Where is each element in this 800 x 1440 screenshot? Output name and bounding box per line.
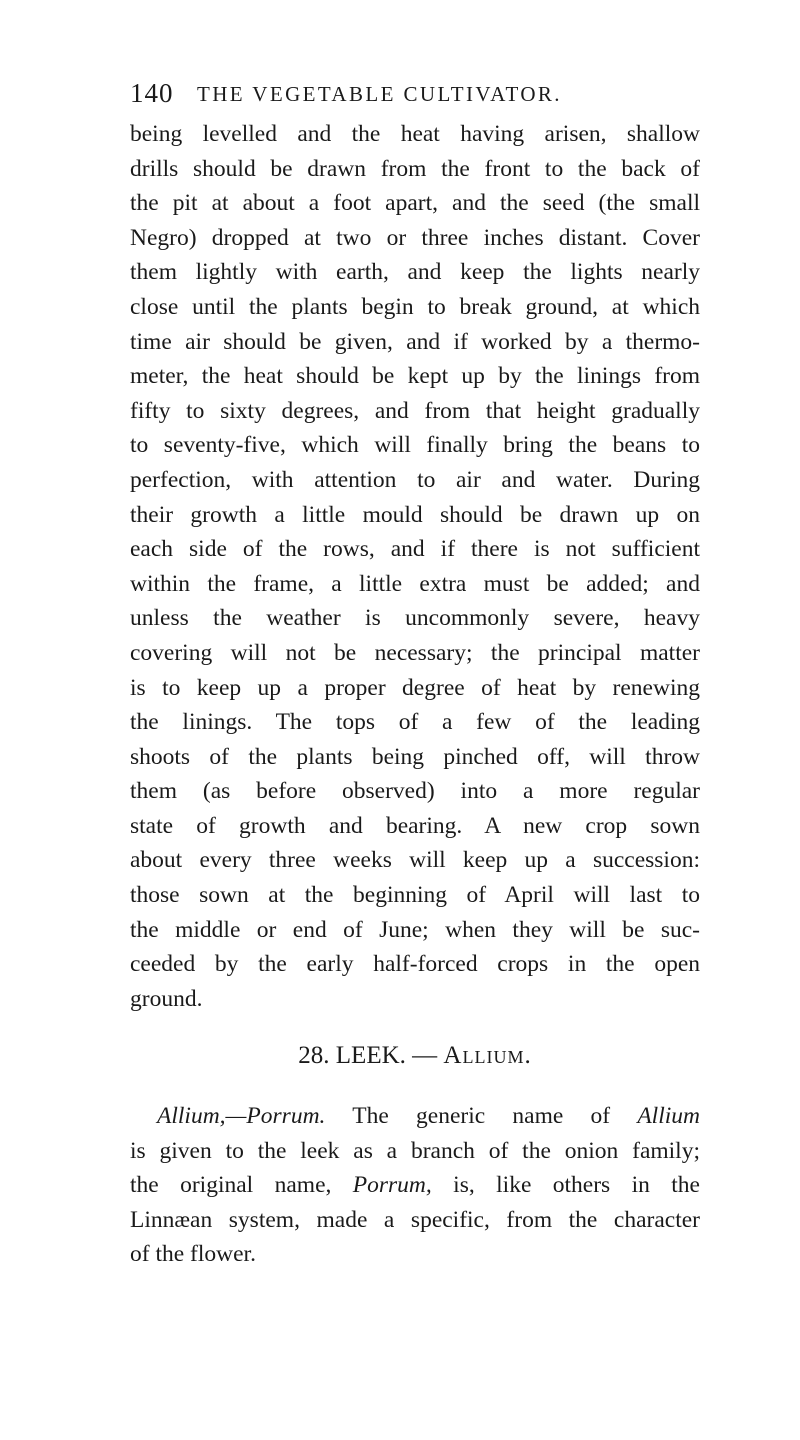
text-line: shoots of the plants being pinched off, will throw	[130, 743, 700, 770]
text-line: covering will not be necessary; the principal matter	[130, 639, 700, 666]
text-line: about every three weeks will keep up a succession:	[130, 847, 700, 874]
text-line: is given to the leek as a branch of the onion family;	[130, 1137, 700, 1164]
text-line: the original name, Porrum, is, like others in the	[130, 1172, 700, 1199]
text-line: drills should be drawn from the front to the back of	[130, 155, 700, 182]
page-body	[130, 117, 700, 1272]
text-line: each side of the rows, and if there is not sufficient	[130, 536, 700, 563]
page-number: 140	[130, 78, 174, 108]
text-line: ground.	[130, 985, 203, 1012]
italic-term: Allium,—Porrum.	[157, 1103, 326, 1130]
section-heading	[130, 1039, 700, 1074]
text-line: the linings. The tops of a few of the leading	[130, 709, 700, 736]
text-line: ceeded by the early half-forced crops in the open	[130, 951, 700, 978]
text-line: the pit at about a foot apart, and the seed (the small	[130, 190, 700, 217]
page-header	[130, 78, 690, 118]
text-line: Allium,—Porrum. The generic name of Allium	[157, 1103, 700, 1130]
text-line: fifty to sixty degrees, and from that height gradually	[130, 397, 700, 424]
text-line: meter, the heat should be kept up by the linings from	[130, 363, 700, 390]
italic-term: Allium	[637, 1103, 700, 1130]
text-line: close until the plants begin to break ground, at which	[130, 293, 700, 320]
running-title: THE VEGETABLE CULTIVATOR.	[197, 82, 562, 106]
section-number-title: 28. LEEK. —	[298, 1042, 444, 1070]
text-line: of the flower.	[130, 1241, 256, 1268]
text-line: them (as before observed) into a more regular	[130, 778, 700, 805]
paragraph-allium	[130, 1099, 700, 1272]
text-line: the middle or end of June; when they will be suc-	[130, 916, 700, 943]
text-line: perfection, with attention to air and water. During	[130, 466, 700, 493]
text-line: state of growth and bearing. A new crop sown	[130, 812, 700, 839]
italic-term: Porrum,	[352, 1172, 432, 1199]
text-line: Negro) dropped at two or three inches distant. Cover	[130, 224, 700, 251]
text-line: them lightly with earth, and keep the lights nearly	[130, 259, 700, 286]
text-line: within the frame, a little extra must be added; and	[130, 570, 700, 597]
text-line: to seventy-five, which will finally bring the beans to	[130, 432, 700, 459]
text-line: being levelled and the heat having arisen, shallow	[130, 121, 700, 147]
text-line: their growth a little mould should be drawn up on	[130, 501, 700, 528]
paragraph-bean-forcing	[130, 117, 700, 1016]
text-line: time air should be given, and if worked by a thermo-	[130, 328, 700, 355]
text-line: Linnæan system, made a specific, from the character	[130, 1206, 700, 1233]
text-line: those sown at the beginning of April will last to	[130, 882, 700, 909]
section-latin-name: Allium.	[443, 1042, 532, 1070]
text-line: unless the weather is uncommonly severe, heavy	[130, 605, 700, 632]
text-line: is to keep up a proper degree of heat by renewing	[130, 674, 700, 701]
